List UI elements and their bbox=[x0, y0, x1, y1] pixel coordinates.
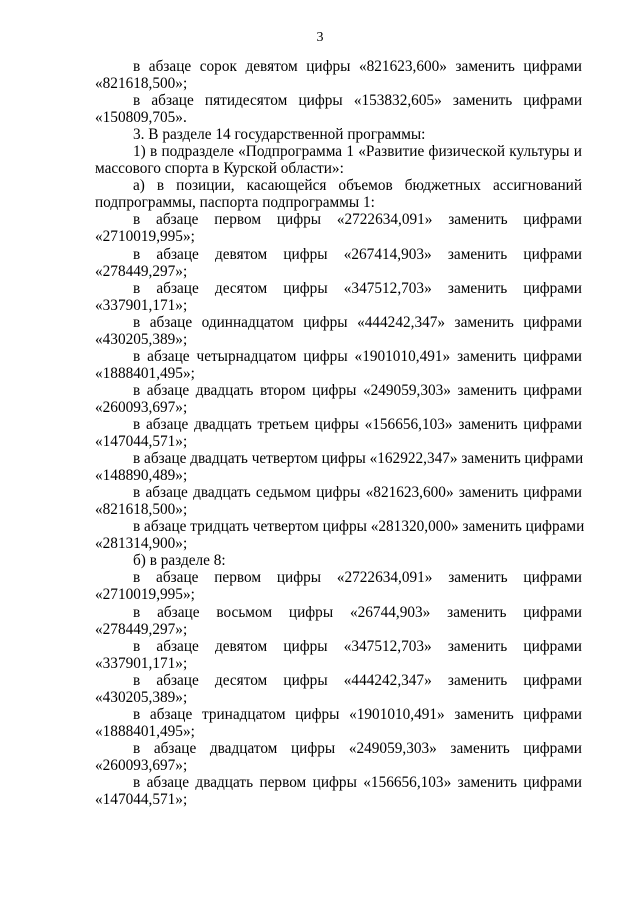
paragraph-continuation: «337901,171»; bbox=[95, 654, 188, 672]
paragraph-continuation: подпрограммы, паспорта подпрограммы 1: bbox=[95, 194, 375, 212]
paragraph bbox=[95, 552, 582, 569]
paragraph-continuation: «260093,697»; bbox=[95, 398, 188, 416]
paragraph bbox=[95, 672, 582, 706]
paragraph bbox=[95, 416, 582, 450]
paragraph-continuation: «278449,297»; bbox=[95, 620, 188, 638]
paragraph-continuation: «2710019,995»; bbox=[95, 228, 195, 246]
paragraph-continuation: массового спорта в Курской области»: bbox=[95, 160, 344, 178]
paragraph-continuation: «150809,705». bbox=[95, 109, 187, 127]
paragraph-first-line: в абзаце четырнадцатом цифры «1901010,491» заменить цифрами bbox=[133, 347, 582, 365]
paragraph-first-line: в абзаце девятом цифры «267414,903» заменить цифрами bbox=[133, 245, 582, 263]
paragraph bbox=[95, 604, 582, 638]
paragraph-first-line: в абзаце двадцатом цифры «249059,303» заменить цифрами bbox=[133, 739, 582, 757]
paragraph-continuation: «147044,571»; bbox=[95, 433, 188, 451]
paragraph bbox=[95, 280, 582, 314]
paragraph bbox=[95, 92, 582, 126]
paragraph-first-line: б) в разделе 8: bbox=[133, 552, 226, 570]
paragraph bbox=[95, 569, 582, 603]
paragraph-first-line: в абзаце двадцать третьем цифры «156656,103» заменить цифрами bbox=[133, 415, 582, 433]
paragraph bbox=[95, 382, 582, 416]
paragraph-first-line: в абзаце девятом цифры «347512,703» заменить цифрами bbox=[133, 637, 582, 655]
paragraph bbox=[95, 348, 582, 382]
paragraph-continuation: «281314,900»; bbox=[95, 535, 188, 553]
paragraph-continuation: «430205,389»; bbox=[95, 688, 188, 706]
paragraph-first-line: в абзаце тринадцатом цифры «1901010,491» заменить цифрами bbox=[133, 705, 582, 723]
paragraph bbox=[95, 58, 582, 92]
paragraph-first-line: в абзаце десятом цифры «444242,347» заменить цифрами bbox=[133, 671, 582, 689]
paragraph-first-line: в абзаце двадцать первом цифры «156656,103» заменить цифрами bbox=[133, 773, 582, 791]
paragraph-first-line: в абзаце двадцать втором цифры «249059,303» заменить цифрами bbox=[133, 381, 582, 399]
paragraph-first-line: в абзаце двадцать седьмом цифры «821623,600» заменить цифрами bbox=[133, 484, 582, 502]
document-body bbox=[95, 58, 585, 809]
paragraph-continuation: «148890,489»; bbox=[95, 467, 188, 485]
paragraph-continuation: «278449,297»; bbox=[95, 262, 188, 280]
paragraph-continuation: «147044,571»; bbox=[95, 791, 188, 809]
paragraph bbox=[95, 177, 582, 211]
paragraph-continuation: «1888401,495»; bbox=[95, 364, 195, 382]
paragraph-continuation: «821618,500»; bbox=[95, 75, 188, 93]
paragraph bbox=[95, 484, 582, 518]
paragraph bbox=[95, 246, 582, 280]
paragraph bbox=[95, 314, 582, 348]
paragraph-first-line: 1) в подразделе «Подпрограмма 1 «Развитие физической культуры и bbox=[133, 143, 582, 161]
paragraph-first-line: в абзаце восьмом цифры «26744,903» заменить цифрами bbox=[133, 603, 582, 621]
paragraph-continuation: «260093,697»; bbox=[95, 756, 188, 774]
paragraph-continuation: «821618,500»; bbox=[95, 501, 188, 519]
paragraph-continuation: «1888401,495»; bbox=[95, 722, 195, 740]
paragraph-continuation: «337901,171»; bbox=[95, 296, 188, 314]
paragraph bbox=[95, 126, 582, 143]
paragraph-first-line: а) в позиции, касающейся объемов бюджетных ассигнований bbox=[133, 177, 582, 195]
paragraph-first-line: в абзаце пятидесятом цифры «153832,605» заменить цифрами bbox=[133, 92, 582, 110]
paragraph bbox=[95, 638, 582, 672]
paragraph bbox=[95, 740, 582, 774]
paragraph-first-line: в абзаце десятом цифры «347512,703» заменить цифрами bbox=[133, 279, 582, 297]
paragraph-first-line: в абзаце первом цифры «2722634,091» заменить цифрами bbox=[133, 211, 582, 229]
paragraph bbox=[95, 518, 585, 553]
paragraph-first-line: в абзаце первом цифры «2722634,091» заменить цифрами bbox=[133, 569, 582, 587]
paragraph-first-line: 3. В разделе 14 государственной программы: bbox=[133, 126, 426, 144]
paragraph bbox=[95, 706, 582, 740]
paragraph bbox=[95, 774, 582, 808]
paragraph bbox=[95, 143, 582, 177]
paragraph-continuation: «430205,389»; bbox=[95, 330, 188, 348]
paragraph-first-line: в абзаце сорок девятом цифры «821623,600» заменить цифрами bbox=[133, 58, 582, 75]
paragraph-continuation: «2710019,995»; bbox=[95, 586, 195, 604]
paragraph bbox=[95, 450, 582, 484]
paragraph-first-line: в абзаце тридцать четвертом цифры «281320,000» заменить цифрами bbox=[133, 518, 585, 536]
page-number: 3 bbox=[316, 30, 324, 45]
paragraph-first-line: в абзаце одиннадцатом цифры «444242,347» заменить цифрами bbox=[133, 313, 582, 331]
paragraph-first-line: в абзаце двадцать четвертом цифры «162922,347» заменить цифрами bbox=[133, 450, 584, 468]
paragraph bbox=[95, 211, 582, 245]
